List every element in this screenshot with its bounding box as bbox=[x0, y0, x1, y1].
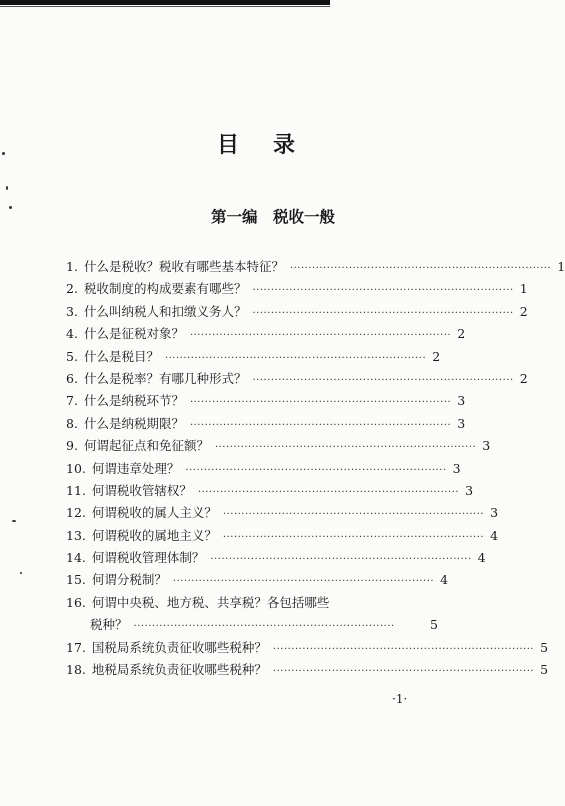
toc-item-number: 18. bbox=[66, 662, 86, 678]
toc-leader-dots: ······································································· bbox=[189, 330, 452, 342]
toc-leader-dots: ······································································· bbox=[252, 307, 514, 319]
toc-item-page: 3 bbox=[457, 415, 466, 431]
toc-item-page: 5 bbox=[430, 617, 438, 633]
toc-item-page: 5 bbox=[540, 639, 549, 655]
toc-item bbox=[66, 368, 528, 390]
toc-item-page: 3 bbox=[452, 460, 461, 476]
toc-leader-dots: ······································································· bbox=[272, 666, 535, 678]
toc-leader-dots: ······································································· bbox=[197, 486, 460, 498]
toc-item-title: 什么是征税对象？ bbox=[83, 326, 184, 342]
toc-leader-dots: ······································································· bbox=[189, 397, 452, 409]
toc-item bbox=[66, 435, 491, 457]
page-number: ·1· bbox=[392, 692, 408, 706]
toc-item-page: 4 bbox=[440, 572, 449, 588]
toc-item-page: 1 bbox=[519, 281, 528, 297]
toc-item bbox=[66, 301, 528, 323]
toc-item-number: 10. bbox=[66, 460, 86, 476]
toc-item-page: 2 bbox=[519, 370, 528, 386]
toc-item-title: 什么是税率？有哪几种形式？ bbox=[83, 370, 247, 386]
toc-item bbox=[66, 637, 549, 659]
toc-item bbox=[66, 525, 499, 547]
toc-item-title: 什么是税收？税收有哪些基本特征？ bbox=[83, 259, 284, 274]
toc-item bbox=[66, 569, 449, 591]
toc-item-title: 什么是纳税环节？ bbox=[83, 393, 184, 409]
toc-item-number: 17. bbox=[66, 639, 86, 655]
table-of-contents bbox=[66, 256, 565, 681]
scan-speck bbox=[12, 520, 16, 522]
toc-item-number: 15. bbox=[66, 572, 86, 588]
toc-item-number: 9. bbox=[66, 438, 78, 454]
section-title: 第一编 税收一般 bbox=[211, 207, 335, 226]
toc-item-page: 5 bbox=[540, 662, 549, 678]
toc-item-continuation bbox=[66, 614, 438, 636]
toc-item bbox=[66, 458, 461, 480]
toc-item bbox=[66, 278, 528, 300]
page-title: 目录 bbox=[216, 132, 329, 158]
toc-item bbox=[66, 502, 499, 524]
toc-leader-dots: ······································································· bbox=[210, 554, 472, 566]
toc-item-number: 7. bbox=[66, 393, 78, 409]
toc-leader-dots: ······································································· bbox=[133, 621, 395, 633]
toc-item-page: 2 bbox=[457, 326, 466, 342]
scan-speck bbox=[6, 186, 8, 190]
toc-item-title: 何谓分税制？ bbox=[91, 572, 167, 588]
toc-item-page: 3 bbox=[482, 438, 491, 454]
toc-item-title: 何谓税收管辖权？ bbox=[91, 482, 192, 498]
toc-item-page: 1 bbox=[557, 259, 565, 274]
toc-leader-dots: ······································································· bbox=[185, 464, 447, 476]
toc-item-title: 什么叫纳税人和扣缴义务人？ bbox=[83, 303, 247, 319]
toc-item-title-continued: 税种？ bbox=[90, 617, 128, 633]
scan-speck bbox=[20, 572, 22, 574]
toc-item-title: 何谓税收的属人主义？ bbox=[91, 505, 217, 521]
toc-item-number: 11. bbox=[66, 482, 86, 498]
toc-leader-dots: ······································································· bbox=[164, 352, 427, 364]
toc-item-title: 何谓税收管理体制？ bbox=[91, 550, 205, 566]
toc-item-number: 6. bbox=[66, 370, 78, 386]
toc-item-page: 4 bbox=[477, 550, 486, 566]
toc-item bbox=[66, 592, 438, 614]
toc-item-title: 何谓起征点和免征额？ bbox=[83, 438, 209, 454]
toc-item bbox=[66, 480, 474, 502]
toc-leader-dots: ······································································· bbox=[214, 442, 477, 454]
toc-leader-dots: ······································································· bbox=[189, 419, 452, 431]
toc-item-page: 3 bbox=[457, 393, 466, 409]
toc-leader-dots: ······································································· bbox=[222, 509, 485, 521]
toc-item-number: 3. bbox=[66, 303, 78, 319]
toc-item-title: 国税局系统负责征收哪些税种？ bbox=[91, 639, 267, 655]
toc-item-number: 4. bbox=[66, 326, 78, 342]
toc-item-number: 14. bbox=[66, 550, 86, 566]
toc-leader-dots: ······································································· bbox=[252, 285, 514, 297]
toc-leader-dots: ······································································· bbox=[289, 263, 552, 274]
toc-item-title: 何谓违章处理？ bbox=[91, 460, 180, 476]
toc-leader-dots: ······································································· bbox=[272, 643, 535, 655]
toc-item bbox=[66, 659, 549, 681]
toc-item-number: 1. bbox=[66, 259, 78, 274]
toc-item-title: 何谓税收的属地主义？ bbox=[91, 527, 217, 543]
toc-item bbox=[66, 256, 565, 278]
toc-item-page: 2 bbox=[519, 303, 528, 319]
toc-item-title: 什么是税目？ bbox=[83, 348, 159, 364]
toc-item bbox=[66, 547, 486, 569]
toc-item-title: 地税局系统负责征收哪些税种？ bbox=[91, 662, 267, 678]
toc-leader-dots: ······································································· bbox=[252, 374, 514, 386]
toc-leader-dots: ······································································· bbox=[172, 576, 435, 588]
toc-item-page: 4 bbox=[490, 527, 499, 543]
toc-item bbox=[66, 323, 466, 345]
toc-item-title: 什么是纳税期限？ bbox=[83, 415, 184, 431]
toc-item bbox=[66, 346, 441, 368]
toc-item-number: 5. bbox=[66, 348, 78, 364]
top-rule-thin bbox=[0, 6, 330, 7]
toc-item-number: 2. bbox=[66, 281, 78, 297]
toc-item-number: 16. bbox=[66, 594, 86, 610]
toc-item-page: 3 bbox=[490, 505, 499, 521]
toc-item bbox=[66, 390, 466, 412]
toc-item-number: 13. bbox=[66, 527, 86, 543]
top-rule bbox=[0, 0, 330, 5]
toc-item-title: 税收制度的构成要素有哪些？ bbox=[83, 281, 247, 297]
toc-leader-dots: ······································································· bbox=[222, 531, 485, 543]
toc-item bbox=[66, 413, 466, 435]
toc-item-page: 3 bbox=[465, 482, 474, 498]
toc-item-title: 何谓中央税、地方税、共享税？各包括哪些 bbox=[91, 594, 330, 610]
toc-item-number: 8. bbox=[66, 415, 78, 431]
toc-item-page: 2 bbox=[432, 348, 441, 364]
toc-item-number: 12. bbox=[66, 505, 86, 521]
